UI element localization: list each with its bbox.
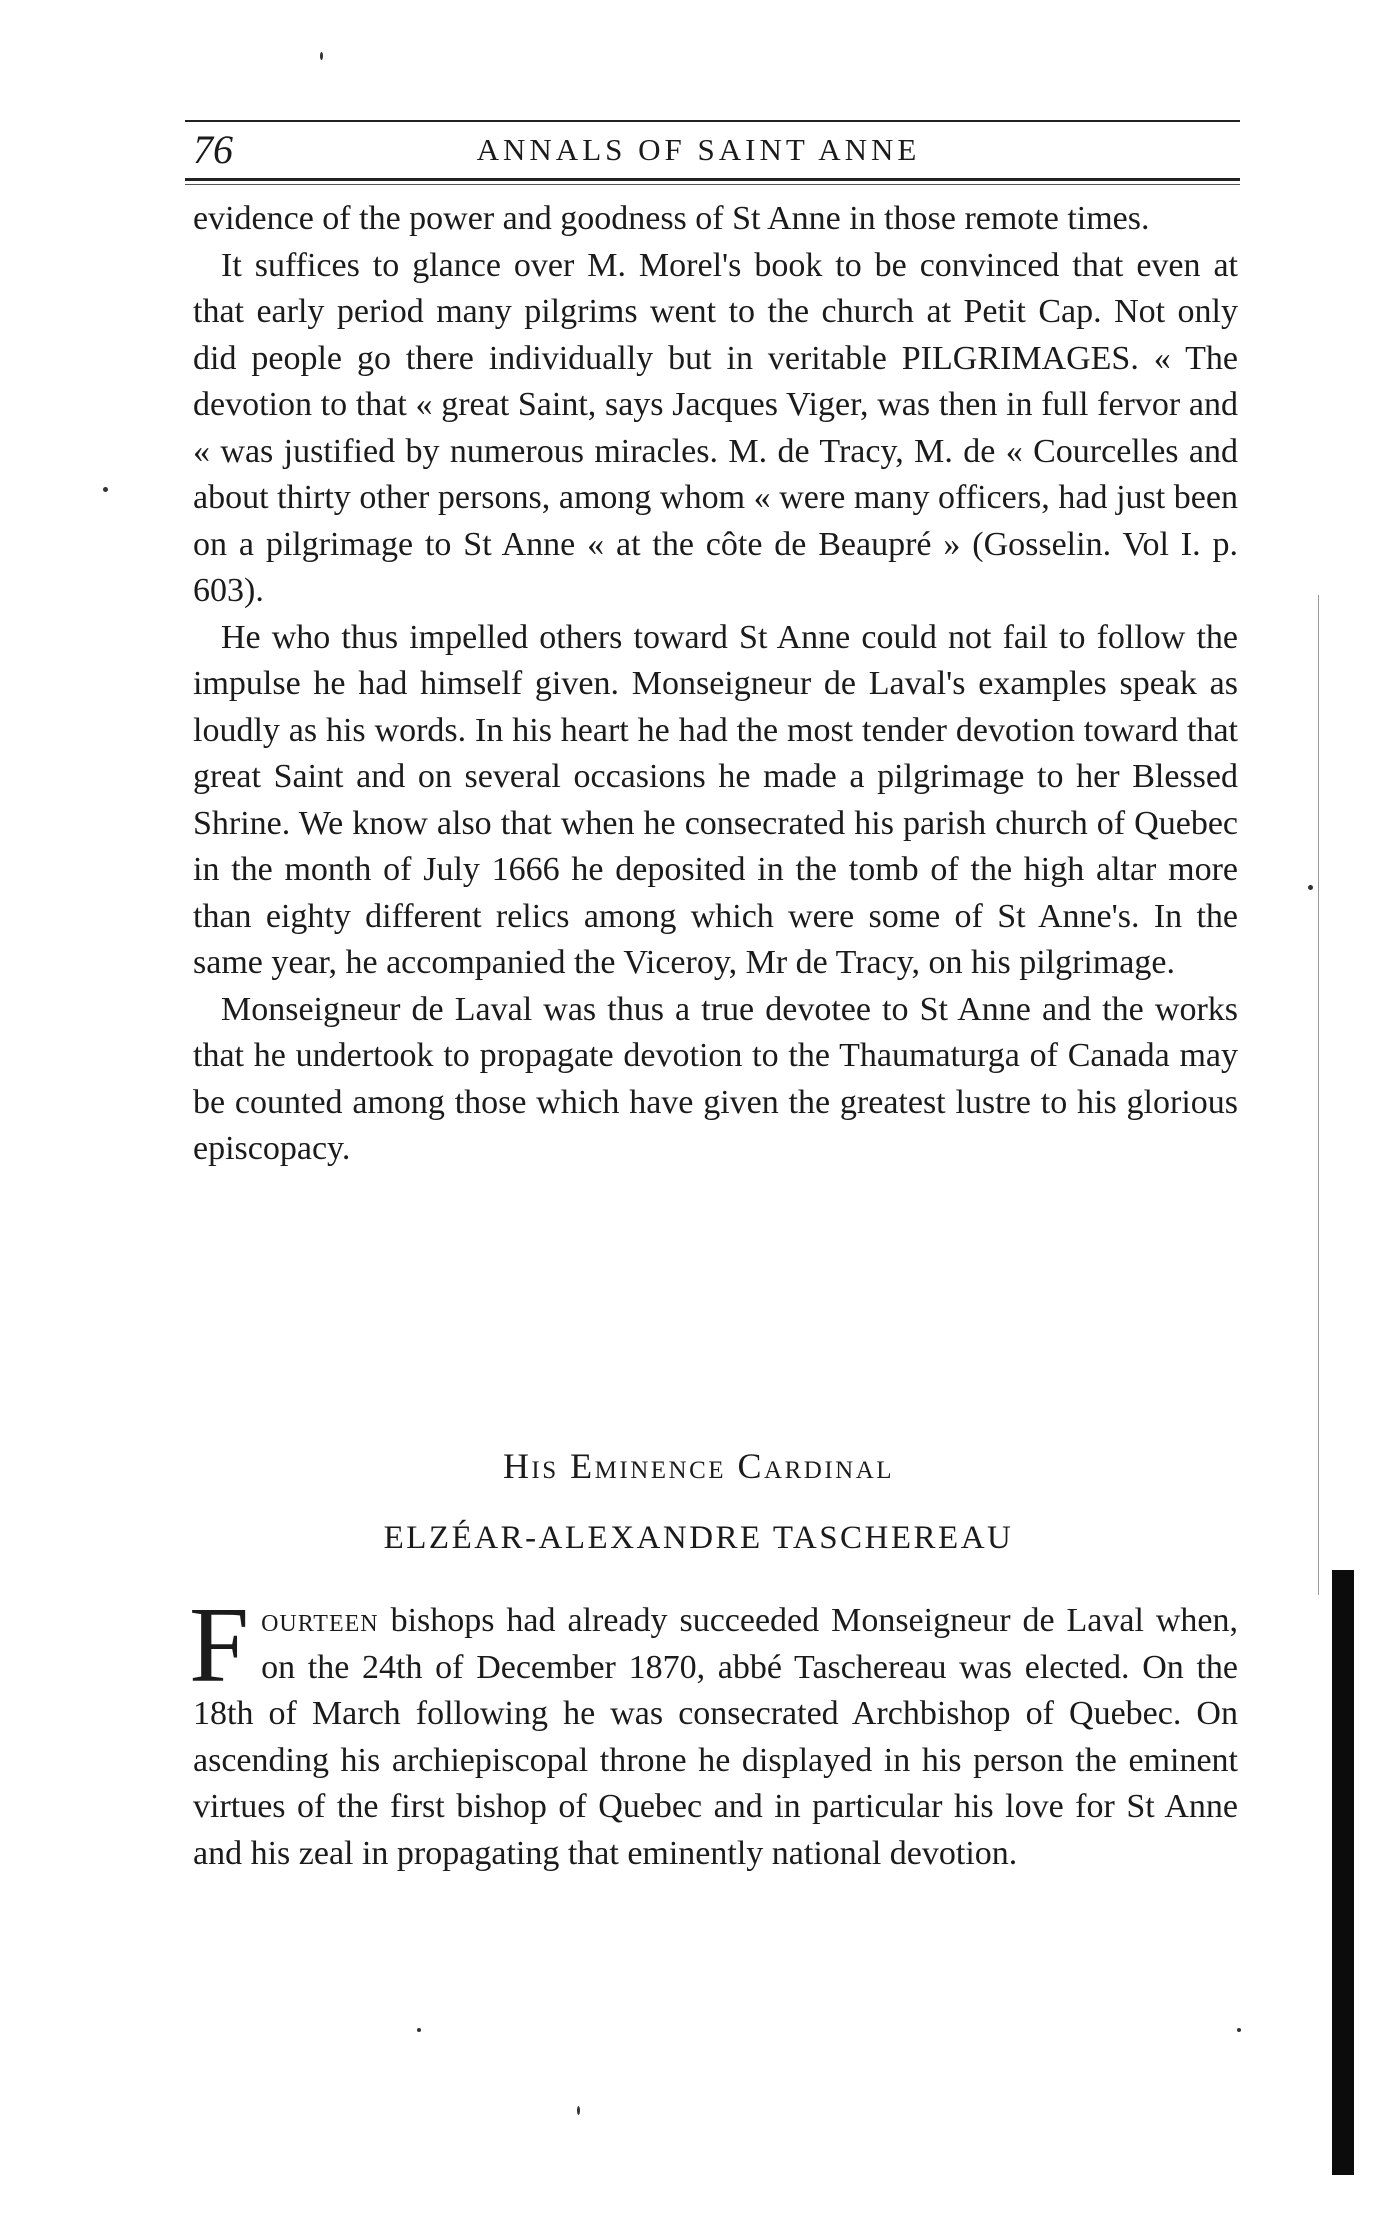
scan-edge-line bbox=[1318, 595, 1319, 1595]
running-title: ANNALS OF SAINT ANNE bbox=[476, 132, 921, 167]
lead-smallcaps: ourteen bbox=[261, 1602, 379, 1639]
paragraph-taschereau bbox=[189, 1586, 1238, 1877]
drop-cap: F bbox=[189, 1586, 250, 1705]
scan-speck bbox=[417, 2028, 421, 2032]
body-text-section bbox=[189, 1586, 1238, 1877]
section-heading-line1: His Eminence Cardinal bbox=[502, 1446, 895, 1486]
header-rule-top bbox=[185, 120, 1240, 122]
scan-speck bbox=[1308, 885, 1313, 890]
paragraph-continuation: evidence of the power and goodness of St Anne in those remote times. bbox=[193, 200, 1150, 237]
scan-speck bbox=[577, 2106, 580, 2115]
scan-edge-shadow bbox=[1332, 1570, 1354, 2175]
scan-speck bbox=[1237, 2028, 1241, 2032]
paragraph-morel: It suffices to glance over M. Morel's book to be convinced that even at that early period many pilgrims went to the church at Petit Cap. Not only did people go there individually but in veritable PILGRIMAGES. « The devotion to that « great Saint, says Jacques Viger, was then in full fervor and « was justified by numerous miracles. M. de Tracy, M. de « Courcelles and about thirty other persons, among whom « were many officers, had just been on a pilgrimage to St Anne « at the côte de Beaupré » (Gosselin. Vol I. p. 603). bbox=[193, 246, 1238, 609]
scan-speck bbox=[103, 487, 108, 492]
section-heading-line2: ELZÉAR-ALEXANDRE TASCHEREAU bbox=[383, 1520, 1014, 1556]
paragraph-laval-example: He who thus impelled others toward St Anne could not fail to follow the impulse he had himself given. Monseigneur de Laval's examples speak as loudly as his words. In his heart he had the most tender devotion toward that great Saint and on several occasions he made a pilgrimage to her Blessed Shrine. We know also that when he consecrated his parish church of Quebec in the month of July 1666 he deposited in the tomb of the high altar more than eighty different relics among which were some of St Anne's. In the same year, he accompanied the Viceroy, Mr de Tracy, on his pilgrimage. bbox=[193, 618, 1238, 981]
paragraph-laval-devotee: Monseigneur de Laval was thus a true devotee to St Anne and the works that he undertook to propagate devotion to the Thaumaturga of Canada may be counted among those which have given the greatest lustre to his glorious episcopacy. bbox=[193, 990, 1238, 1167]
header-rule-bottom bbox=[185, 178, 1240, 181]
paragraph-taschereau-text: bishops had already succeeded Monseigneur de Laval when, on the 24th of December 1870, abbé Taschereau was elected. On the 18th of March following he was consecrated Archbishop of Quebec. On ascending his archiepiscopal throne he displayed in his person the eminent virtues of the first bishop of Quebec and in particular his love for St Anne and his zeal in propagating that eminently national devotion. bbox=[193, 1602, 1238, 1872]
scan-speck bbox=[320, 52, 323, 60]
header-rule-bottom-thin bbox=[185, 184, 1240, 185]
page-number: 76 bbox=[193, 127, 233, 172]
body-text-top bbox=[193, 196, 1238, 1173]
